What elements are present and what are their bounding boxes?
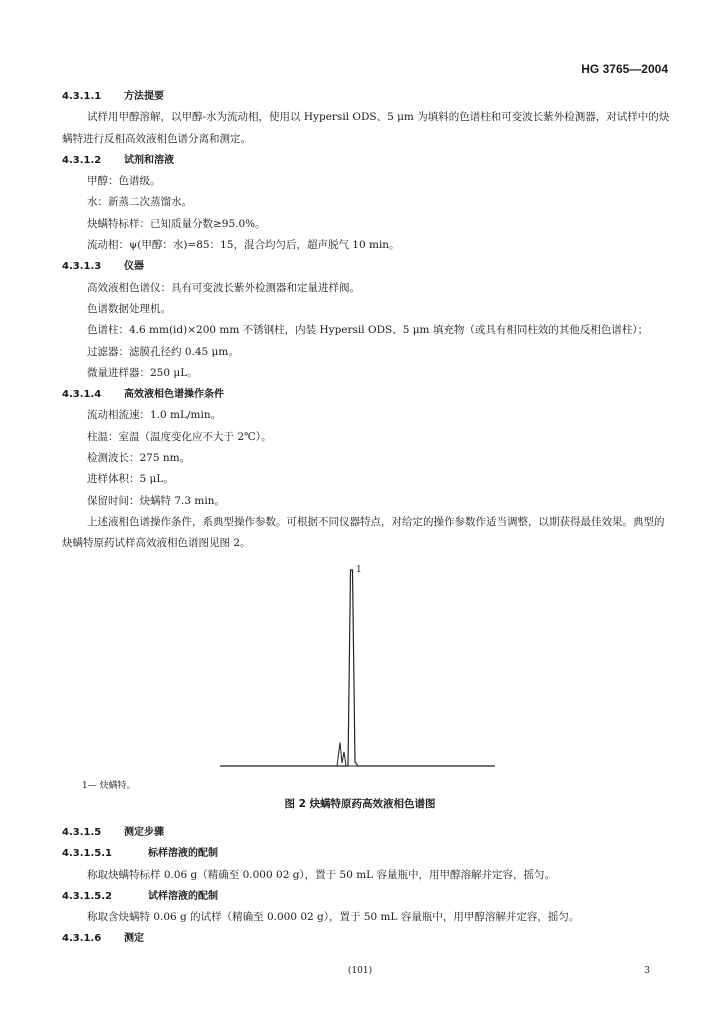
section-heading: 4.3.1.5.2 试样溶液的配制 [62, 890, 218, 902]
instrument-item: 色谱数据处理机。 [87, 302, 171, 315]
section-heading: 4.3.1.5 测定步骤 [62, 827, 164, 838]
body-upper [62, 86, 670, 555]
instrument-column: 色谱柱：4.6 mm(id)×200 mm 不锈钢柱，内装 Hypersil ODS、5 μm 填充物（或具有相同柱效的其他反相色谱柱）； [87, 324, 649, 337]
section-heading: 4.3.1.1 方法提要 [62, 91, 164, 102]
instrument-item: 过滤器：滤膜孔径约 0.45 μm。 [87, 345, 239, 358]
standard-number: HG 3765—2004 [581, 62, 668, 76]
section-heading: 4.3.1.5.1 标样溶液的配制 [62, 848, 218, 860]
chromatogram [200, 560, 520, 775]
section-heading: 4.3.1.2 试剂和溶液 [62, 154, 174, 166]
condition-item: 流动相流速：1.0 mL/min。 [87, 409, 222, 422]
paragraph-method-summary: 试样用甲醇溶解，以甲醇-水为流动相，使用以 Hypersil ODS、5 μm 为填料的色谱柱和可变波长紫外检测器，对试样中的炔螨特进行反相高效液相色谱分离和测定。 [62, 111, 670, 145]
condition-item: 检测波长：275 nm。 [87, 452, 191, 465]
reagent-item: 流动相：ψ(甲醇：水)=85：15，混合均匀后，超声脱气 10 min。 [87, 239, 400, 252]
chromatogram-trace [220, 570, 495, 766]
paragraph-sample-prep: 称取含炔螨特 0.06 g 的试样（精确至 0.000 02 g），置于 50 mL 容量瓶中，用甲醇溶解并定容，摇匀。 [87, 911, 580, 924]
reagent-item: 炔螨特标样：已知质量分数≥95.0%。 [87, 217, 266, 230]
body-lower [62, 822, 670, 950]
paragraph-conditions-note: 上述液相色谱操作条件，系典型操作参数。可根据不同仪器特点，对给定的操作参数作适当调整，以期获得最佳效果。典型的炔螨特原药试样高效液相色谱图见图 2。 [62, 515, 665, 550]
page-number: 3 [644, 966, 650, 976]
section-heading: 4.3.1.6 测定 [62, 933, 144, 945]
condition-item: 进样体积：5 μL。 [87, 473, 174, 486]
section-heading: 4.3.1.4 高效液相色谱操作条件 [62, 389, 224, 401]
figure-legend: 1— 炔螨特。 [82, 781, 136, 791]
peak-label: 1 [356, 565, 362, 575]
condition-item: 柱温：室温（温度变化应不大于 2℃）。 [87, 430, 272, 443]
page-code: (101) [347, 966, 373, 976]
chromatogram-minor-peak [337, 742, 346, 766]
reagent-item: 甲醇：色谱级。 [87, 175, 161, 188]
reagent-item: 水：新蒸二次蒸馏水。 [87, 196, 192, 209]
condition-item: 保留时间：炔螨特 7.3 min。 [87, 494, 225, 507]
instrument-item: 微量进样器：250 μL。 [87, 366, 198, 379]
section-heading: 4.3.1.3 仪器 [62, 261, 144, 273]
paragraph-standard-prep: 称取炔螨特标样 0.06 g（精确至 0.000 02 g），置于 50 mL 容量瓶中，用甲醇溶解并定容，摇匀。 [87, 868, 555, 881]
instrument-item: 高效液相色谱仪：具有可变波长紫外检测器和定量进样阀。 [87, 281, 360, 294]
figure-caption: 图 2 炔螨特原药高效液相色谱图 [284, 798, 436, 810]
